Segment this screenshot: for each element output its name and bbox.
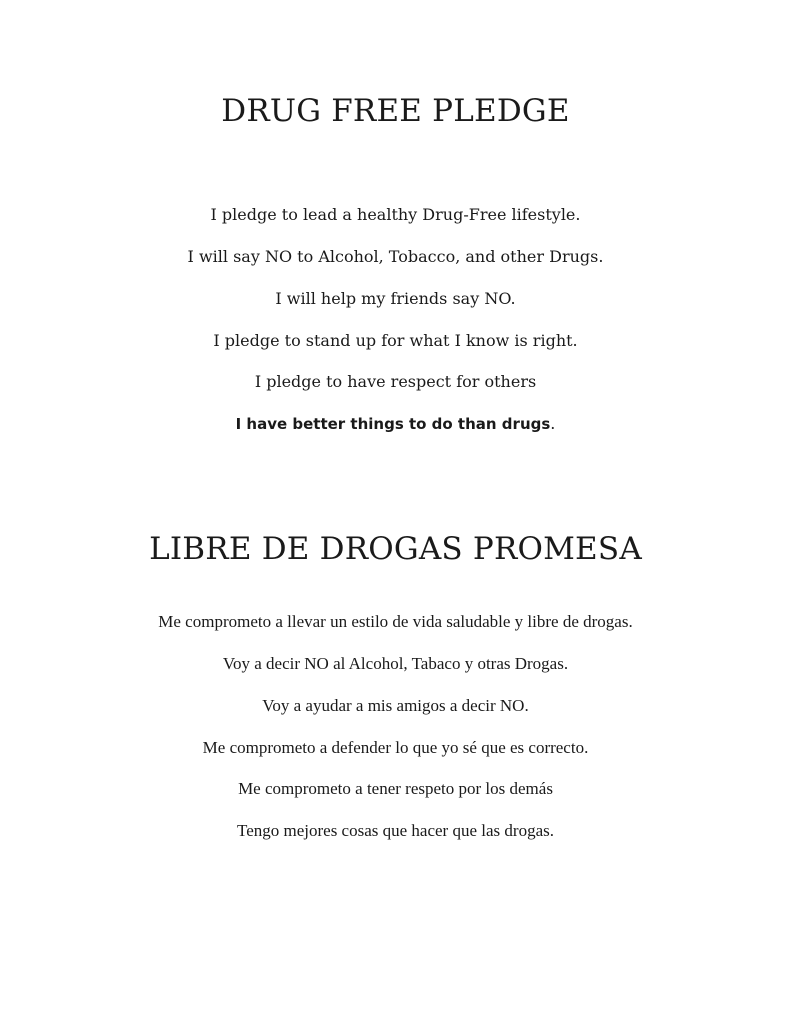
english-pledge-title: DRUG FREE PLEDGE xyxy=(221,93,570,129)
spanish-pledge-line-3: Voy a ayudar a mis amigos a decir NO. xyxy=(262,696,529,715)
english-pledge-line-6-period: . xyxy=(550,414,556,433)
english-pledge-line-6-bold: I have better things to do than drugs xyxy=(235,415,551,433)
english-pledge-line-1: I pledge to lead a healthy Drug-Free lifestyle. xyxy=(210,205,581,224)
english-pledge-line-2: I will say NO to Alcohol, Tobacco, and other Drugs. xyxy=(187,247,604,266)
spanish-pledge-line-4: Me comprometo a defender lo que yo sé que es correcto. xyxy=(202,738,589,757)
english-pledge-line-3: I will help my friends say NO. xyxy=(275,289,516,308)
english-pledge-line-6 xyxy=(0,416,791,432)
spanish-pledge-line-2: Voy a decir NO al Alcohol, Tabaco y otras Drogas. xyxy=(222,654,569,673)
spanish-pledge-line-6: Tengo mejores cosas que hacer que las drogas. xyxy=(237,821,554,840)
spanish-pledge-line-1: Me comprometo a llevar un estilo de vida saludable y libre de drogas. xyxy=(158,612,633,631)
english-pledge-line-5: I pledge to have respect for others xyxy=(254,372,537,391)
spanish-pledge-title: LIBRE DE DROGAS PROMESA xyxy=(149,531,642,567)
english-pledge-line-4: I pledge to stand up for what I know is right. xyxy=(213,331,578,350)
spanish-pledge-line-5: Me comprometo a tener respeto por los demás xyxy=(238,779,553,798)
